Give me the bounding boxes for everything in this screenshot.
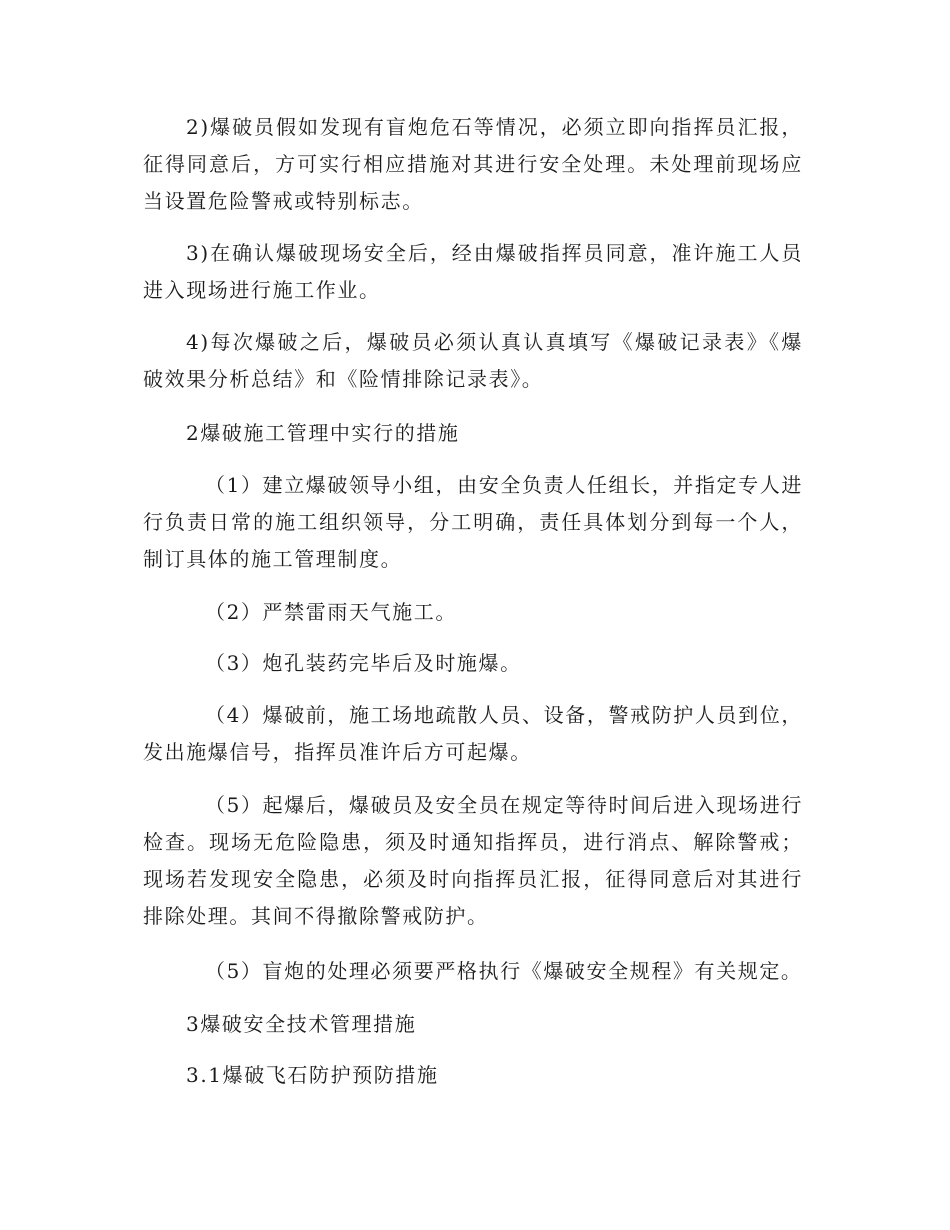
section-heading-3: 3爆破安全技术管理措施 — [186, 1012, 417, 1036]
measure-item-3: （3）炮孔装药完毕后及时施爆。 — [205, 651, 522, 675]
paragraph-blast-records: 4)每次爆破之后，爆破员必须认真认真填写《爆破记录表》《爆破效果分析总结》和《险情排除记录表》。 — [143, 330, 803, 391]
measure-item-4: （4）爆破前，施工场地疏散人员、设备，警戒防护人员到位，发出施爆信号，指挥员准许后方可起爆。 — [143, 703, 803, 764]
paragraph-site-entry: 3)在确认爆破现场安全后，经由爆破指挥员同意，准许施工人员进入现场进行施工作业。 — [143, 241, 803, 302]
measure-item-2: （2）严禁雷雨天气施工。 — [205, 600, 457, 624]
measure-item-5: （5）起爆后，爆破员及安全员在规定等待时间后进入现场进行检查。现场无危险隐患，须及时通知指挥员，进行消点、解除警戒；现场若发现安全隐患，必须及时向指挥员汇报，征得同意后对其进行排除处理。其间不得撤除警戒防护。 — [143, 793, 803, 928]
paragraph-misfire-report: 2)爆破员假如发现有盲炮危石等情况，必须立即向指挥员汇报，征得同意后，方可实行相应措施对其进行安全处理。未处理前现场应当设置危险警戒或特别标志。 — [143, 115, 803, 213]
section-heading-2: 2爆破施工管理中实行的措施 — [186, 421, 460, 445]
measure-item-1: （1）建立爆破领导小组，由安全负责人任组长，并指定专人进行负责日常的施工组织领导，分工明确，责任具体划分到每一个人，制订具体的施工管理制度。 — [143, 473, 803, 571]
subsection-heading-3-1: 3.1爆破飞石防护预防措施 — [186, 1063, 439, 1087]
measure-item-6: （5）盲炮的处理必须要严格执行《爆破安全规程》有关规定。 — [205, 959, 803, 983]
